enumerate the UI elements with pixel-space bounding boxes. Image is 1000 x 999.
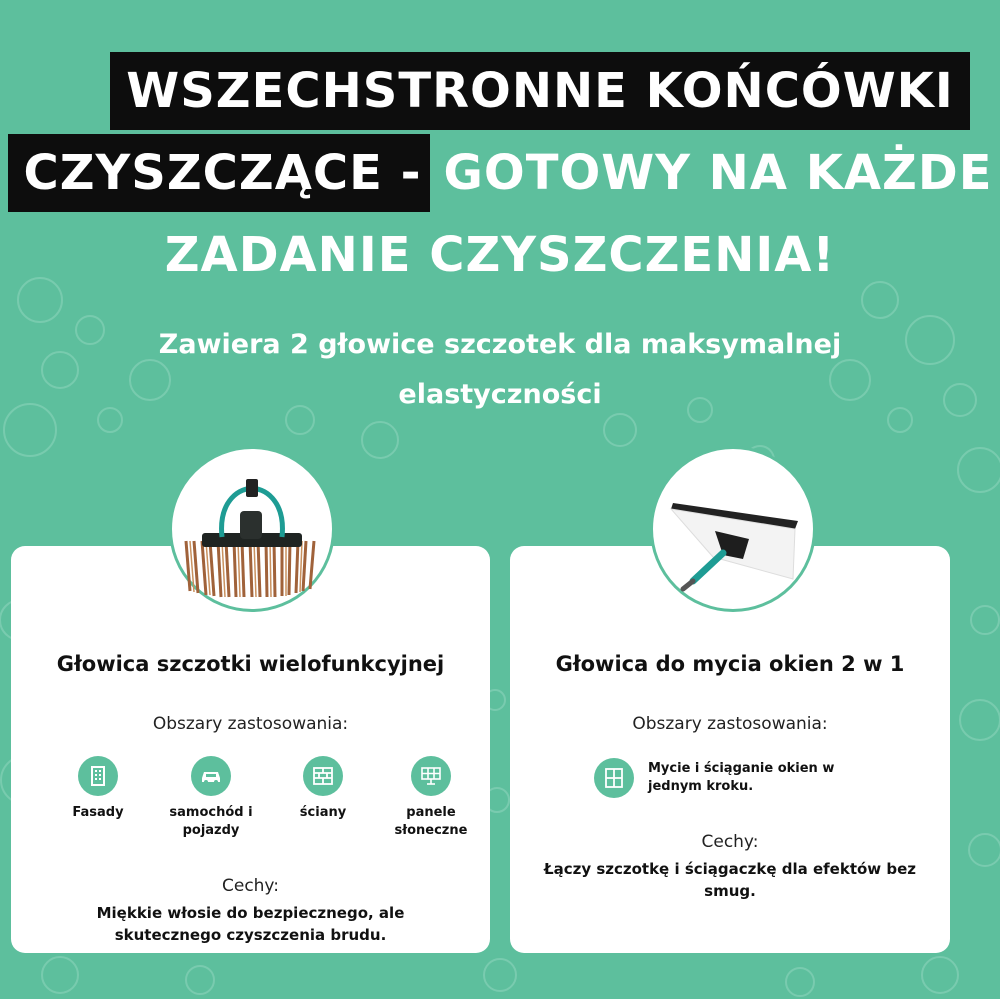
application-label: Mycie i ściąganie okien w jednym kroku.: [648, 761, 835, 794]
card-title: Głowica do mycia okien 2 w 1: [555, 652, 905, 676]
features-label: Cechy:: [221, 876, 279, 896]
headline-line-3: [0, 216, 1000, 294]
application-solar-panels: [386, 756, 476, 840]
headline-line-2: [0, 134, 1000, 212]
application-label: samochód i pojazdy: [169, 805, 253, 838]
car-icon: [191, 756, 231, 796]
features-text: Miękkie włosie do bezpiecznego, ale skutecznego czyszczenia brudu.: [96, 904, 405, 944]
application-walls: [278, 756, 368, 822]
applications-label: Obszary zastosowania:: [632, 714, 828, 734]
features-text: Łączy szczotkę i ściągaczkę dla efektów bez smug.: [543, 860, 917, 900]
application-label: ściany: [299, 805, 347, 820]
squeegee-illustration: [653, 449, 813, 609]
building-icon: [78, 756, 118, 796]
features-label: Cechy:: [701, 832, 759, 852]
headline-line-1: [0, 52, 1000, 130]
application-label: panele słoneczne: [394, 805, 468, 838]
brush-head-illustration: [172, 449, 332, 609]
subtitle: Zawiera 2 głowice szczotek dla maksymalnej elastyczności: [158, 329, 842, 410]
window-icon: [594, 758, 634, 798]
application-label: Fasady: [72, 805, 124, 820]
application-vehicles: [166, 756, 256, 840]
headline-plain-3: ZADANIE CZYSZCZENIA!: [164, 227, 836, 283]
application-facades: [53, 756, 143, 822]
headline-plain-2: GOTOWY NA KAŻDE: [443, 145, 993, 201]
solar-panel-icon: [411, 756, 451, 796]
card-title: Głowica szczotki wielofunkcyjnej: [56, 652, 445, 676]
headline-highlight-2: CZYSZCZĄCE -: [8, 134, 430, 212]
headline-highlight-1: WSZECHSTRONNE KOŃCÓWKI: [110, 52, 969, 130]
window-head-image: [650, 446, 816, 612]
brush-head-image: [169, 446, 335, 612]
application-windows: [594, 758, 858, 798]
brick-wall-icon: [303, 756, 343, 796]
applications-label: Obszary zastosowania:: [152, 714, 349, 734]
